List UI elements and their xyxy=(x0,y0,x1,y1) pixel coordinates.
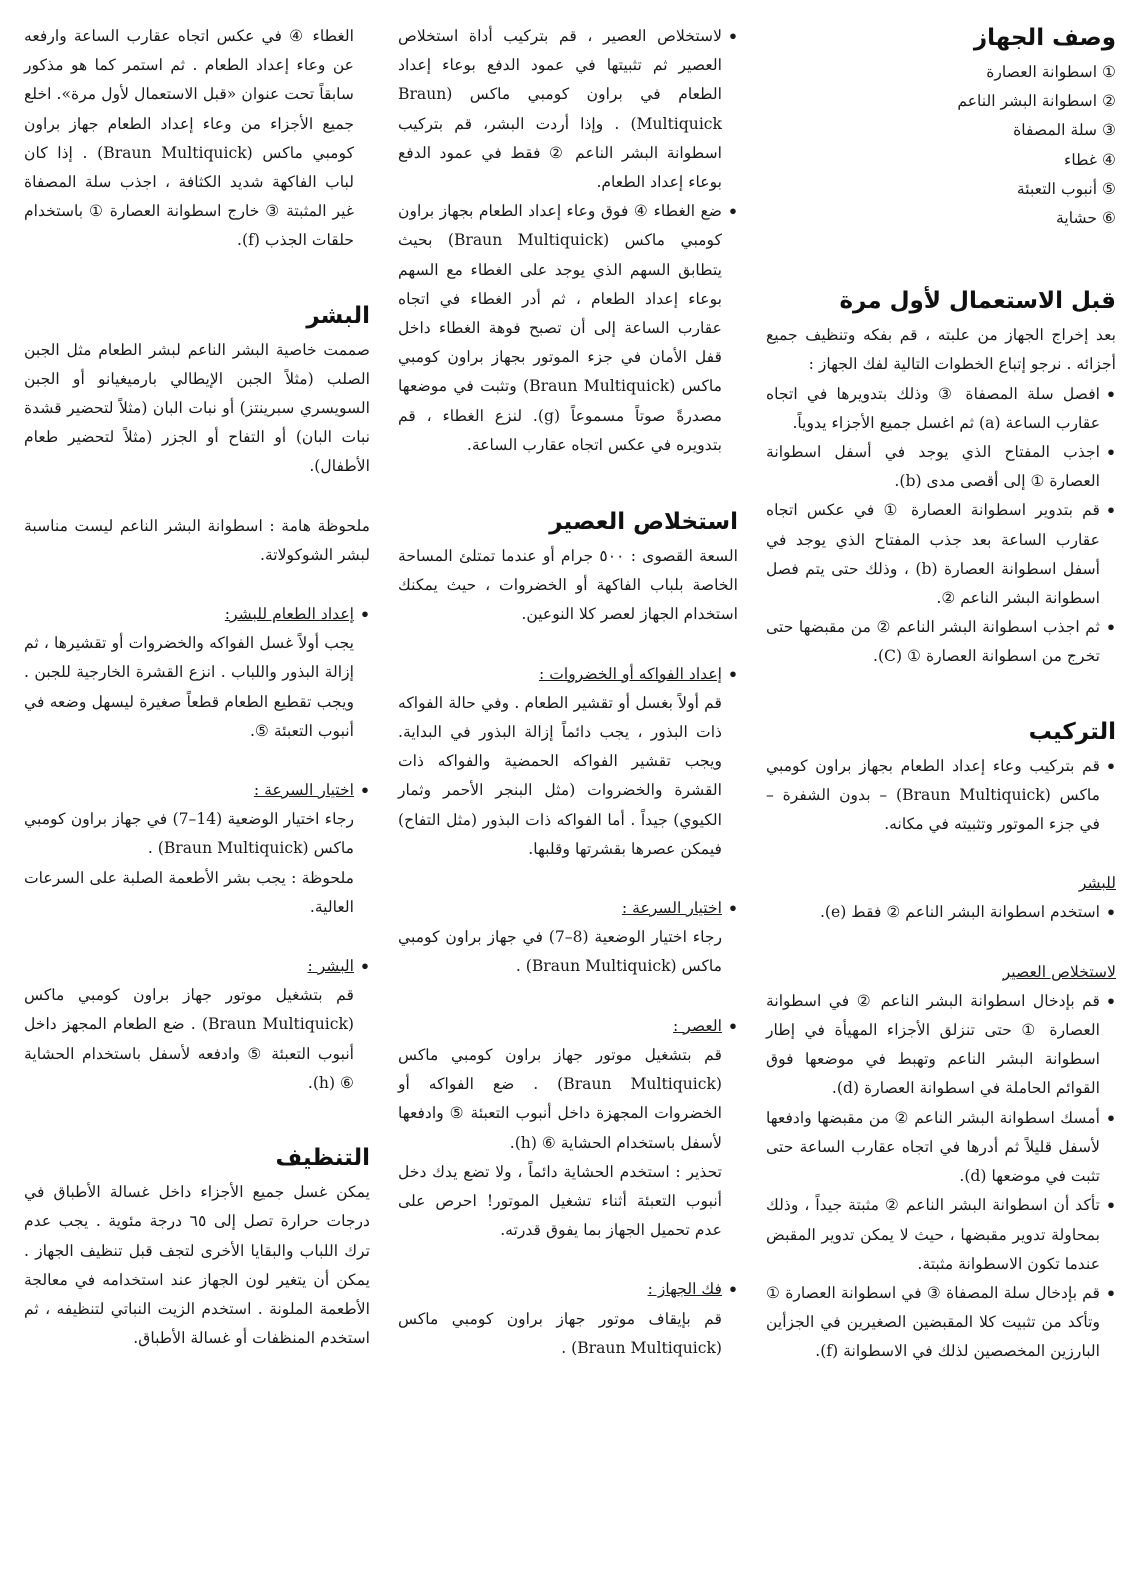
juicing-step: • تأكد أن اسطوانة البشر الناعم ② مثبتة جيداً ، وذلك بمحاولة تدوير مقبضها ، حيث لا يمكن تدوير المقبض عندما تكون الاسطوانة مثبتة. xyxy=(766,1191,1116,1279)
assembly-heading: التركيب xyxy=(1028,718,1116,745)
juicing-warning: تحذير : استخدم الحشاية دائماً ، ولا تضع يدك دخل أنبوب التعبئة أثناء تشغيل الموتور! احرص على عدم تحميل الجهاز بما يفوق قدرته. xyxy=(398,1162,722,1240)
grating-operation-text: قم بتشغيل موتور جهاز براون كومبي ماكس (Braun Multiquick) . ضع الطعام المجهز داخل أنبوب التعبئة ⑤ وادفعه لأسفل باستخدام الحشاية ⑥ (h). xyxy=(24,986,355,1092)
part-item: ① اسطوانة العصارة xyxy=(986,63,1116,81)
part-item: ③ سلة المصفاة xyxy=(1013,121,1116,140)
assembly-step: • قم بتركيب وعاء إعداد الطعام بجهاز براون كومبي ماكس (Braun Multiquick) – بدون الشفرة – في جزء الموتور وتثبيته في مكانه. xyxy=(766,752,1116,840)
grating-sections xyxy=(24,600,370,1098)
part-item: ④ غطاء xyxy=(1064,150,1116,169)
prep-text: قم أولاً بغسل أو تقشير الطعام . وفي حالة الفواكه ذات البذور ، يجب دائماً إزالة البذور في البداية. ويجب تقشير الفواكه الحمضية والفواكه ذات القشرة والخضروات (مثل البنجر الأحمر وثمار الكيوي) جيداً . أما الفواكه ذات البذور (مثل التفاح) فيمكن عصرها بقشرتها وقلبها. xyxy=(398,693,722,858)
for-juicing-subheading: لاستخلاص العصير xyxy=(1002,962,1116,981)
part-item: ⑤ أنبوب التعبئة xyxy=(1016,179,1116,198)
juicing-label: • العصر : xyxy=(673,1016,722,1035)
part-item: ⑥ حشاية xyxy=(1056,209,1116,228)
grating-heading: البشر xyxy=(306,302,370,329)
first-use-steps xyxy=(766,380,1116,672)
capacity-text: السعة القصوى : ٥٠٠ جرام أو عندما تمتلئ المساحة الخاصة بلباب الفاكهة أو الخضروات ، حيث يمكنك استخدام الجهاز لعصر كلا النوعين. xyxy=(398,547,738,624)
juicing-step: • قم بإدخال اسطوانة البشر الناعم ② في اسطوانة العصارة ① حتى تنزلق الأجزاء المهيأة في إطار اسطوانة البشر الناعم وتهبط في موضعها فوق القوائم الحاملة في اسطوانة العصارة (d). xyxy=(766,987,1116,1104)
assembly-continued-steps xyxy=(398,22,738,460)
assembly-step: • لاستخلاص العصير ، قم بتركيب أداة استخلاص العصير ثم تثبيتها في عمود الدفع بوعاء إعداد الطعام في براون كومبي ماكس (Braun Multiquick) . وإذا أردت البشر، قم بتركيب اسطوانة البشر الناعم ② فقط في عمود الدفع بوعاء إعداد الطعام. xyxy=(398,22,738,197)
important-note xyxy=(24,512,370,570)
for-grating-subheading: للبشر xyxy=(1078,874,1116,893)
grating-steps xyxy=(766,898,1116,927)
juicing-step: • قم بإدخال سلة المصفاة ③ في اسطوانة العصارة ① وتأكد من تثبيت كلا المقبضين الصغيرين في الجزأين البارزين المخصصين لذلك في الاسطوانة (f). xyxy=(766,1279,1116,1367)
juicing-step: • أمسك اسطوانة البشر الناعم ② من مقبضها وادفعها لأسفل قليلاً ثم أدرها في اتجاه عقارب الساعة حتى تثبت في موضعها (d). xyxy=(766,1104,1116,1192)
grating-prep-label: • إعداد الطعام للبشر: xyxy=(224,605,354,624)
first-use-heading: قبل الاستعمال لأول مرة xyxy=(839,288,1116,315)
column-middle xyxy=(398,22,738,1363)
grating-operation-section xyxy=(24,952,370,1098)
grating-intro: صممت خاصية البشر الناعم لبشر الطعام مثل الجبن الصلب (مثلاً الجبن الإيطالي بارميغيانو أو الجبن السويسري سبرينتز) أو نبات البان (مثلاً لتحضير قشدة نبات البان) أو التفاح أو الجزر (مثلاً لتحضير طعام الأطفال). xyxy=(24,340,370,476)
first-use-step: • ثم اجذب اسطوانة البشر الناعم ② من مقبضها حتى تخرج من اسطوانة العصارة ① (C). xyxy=(766,613,1116,671)
first-use-step: • افصل سلة المصفاة ③ وذلك بتدويرها في اتجاه عقارب الساعة (a) ثم اغسل جميع الأجزاء يدوياً. xyxy=(766,380,1116,438)
juicing-heading: استخلاص العصير xyxy=(549,509,738,536)
important-note-text: ملحوظة هامة : اسطوانة البشر الناعم ليست مناسبة لبشر الشوكولاتة. xyxy=(24,516,370,564)
juicing-sections xyxy=(398,660,738,1363)
prep-section xyxy=(398,660,738,864)
juicing-section xyxy=(398,1012,738,1246)
grating-speed-section xyxy=(24,776,370,922)
part-item: ② اسطوانة البشر الناعم xyxy=(957,92,1116,111)
dismantle-label: • فك الجهاز : xyxy=(647,1280,722,1299)
grating-speed-text: رجاء اختيار الوضعية (14–7) في جهاز براون كومبي ماكس (Braun Multiquick) . xyxy=(24,810,355,858)
speed-label: • اختيار السرعة : xyxy=(621,899,722,918)
dismantle-text: قم بإيقاف موتور جهاز براون كومبي ماكس (Braun Multiquick) . xyxy=(398,1309,722,1357)
assembly-steps xyxy=(766,752,1116,840)
first-use-intro: بعد إخراج الجهاز من علبته ، قم بفكه وتنظيف جميع أجزائه . نرجو إتباع الخطوات التالية لفك الجهاز : xyxy=(766,326,1116,374)
column-right xyxy=(766,22,1116,1367)
grating-speed-note: ملحوظة : يجب بشر الأطعمة الصلبة على السرعات العالية. xyxy=(24,868,354,916)
prep-label: • إعداد الفواكه أو الخضروات : xyxy=(538,664,722,683)
column-left xyxy=(24,22,370,1353)
grating-prep-section xyxy=(24,600,370,746)
cleaning-text: يمكن غسل جميع الأجزاء داخل غسالة الأطباق في درجات حرارة تصل إلى ٦٥ درجة مئوية . يجب عدم ترك اللباب والبقايا الأخرى لتجف قبل تنظيف الجهاز . يمكن أن يتغير لون الجهاز عند استخدامه في معالجة الأطعمة الملونة . استخدم الزيت النباتي لتنظيفه ، ثم استخدم المنظفات أو غسالة الأطباق. xyxy=(24,1183,370,1348)
dismantle-section xyxy=(398,1275,738,1363)
grating-prep-text: يجب أولاً غسل الفواكه والخضروات أو تقشيرها ، ثم إزالة البذور واللباب . انزع القشرة الخارجية للجبن . ويجب تقطيع الطعام قطعاً صغيرة ليسهل وضعه في أنبوب التعبئة ⑤. xyxy=(24,634,354,740)
parts-list xyxy=(766,58,1116,233)
cleaning-heading: التنظيف xyxy=(275,1145,370,1172)
speed-section xyxy=(398,894,738,982)
juicing-steps xyxy=(766,987,1116,1367)
assembly-step: • ضع الغطاء ④ فوق وعاء إعداد الطعام بجهاز براون كومبي ماكس (Braun Multiquick) بحيث يتطابق السهم الذي يوجد على الغطاء مع السهم بوعاء إعداد الطعام ، ثم أدر الغطاء في اتجاه عقارب الساعة إلى أن تصبح فوهة الغطاء داخل قفل الأمان في جزء الموتور بجهاز براون كومبي ماكس (Braun Multiquick) وتثبت في موضعها مصدرةً صوتاً مسموعاً (g). لنزع الغطاء ، قم بتدويره في عكس اتجاه عقارب الساعة. xyxy=(398,197,738,460)
grating-speed-label: • اختيار السرعة : xyxy=(253,781,354,800)
speed-text: رجاء اختيار الوضعية (8–7) في جهاز براون كومبي ماكس (Braun Multiquick) . xyxy=(398,928,723,976)
device-description-heading: وصف الجهاز xyxy=(973,25,1116,51)
first-use-step: • قم بتدوير اسطوانة العصارة ① في عكس اتجاه عقارب الساعة بعد جذب المفتاح الذي يوجد في أسفل اسطوانة العصارة (b) ، وذلك حتى يتم فصل اسطوانة البشر الناعم ②. xyxy=(766,496,1116,613)
first-use-step: • اجذب المفتاح الذي يوجد في أسفل اسطوانة العصارة ① إلى أقصى مدى (b). xyxy=(766,438,1116,496)
grating-step: • استخدم اسطوانة البشر الناعم ② فقط (e). xyxy=(766,898,1116,927)
dismantle-continued-text: الغطاء ④ في عكس اتجاه عقارب الساعة وارفعه عن وعاء إعداد الطعام . ثم استمر كما هو مذكور سابقاً تحت عنوان «قبل الاستعمال لأول مرة». اخلع جميع الأجزاء من وعاء إعداد الطعام جهاز براون كومبي ماكس (Braun Multiquick) . إذا كان لباب الفاكهة شديد الكثافة ، اجذب سلة المصفاة غير المثبتة ③ خارج اسطوانة العصارة ① باستخدام حلقات الجذب (f). xyxy=(24,27,354,250)
grating-operation-label: • البشر : xyxy=(307,957,354,976)
juicing-text: قم بتشغيل موتور جهاز براون كومبي ماكس (Braun Multiquick) . ضع الفواكه أو الخضروات المجهزة داخل أنبوب التعبئة ⑤ وادفعها لأسفل باستخدام الحشاية ⑥ (h). xyxy=(398,1045,722,1152)
